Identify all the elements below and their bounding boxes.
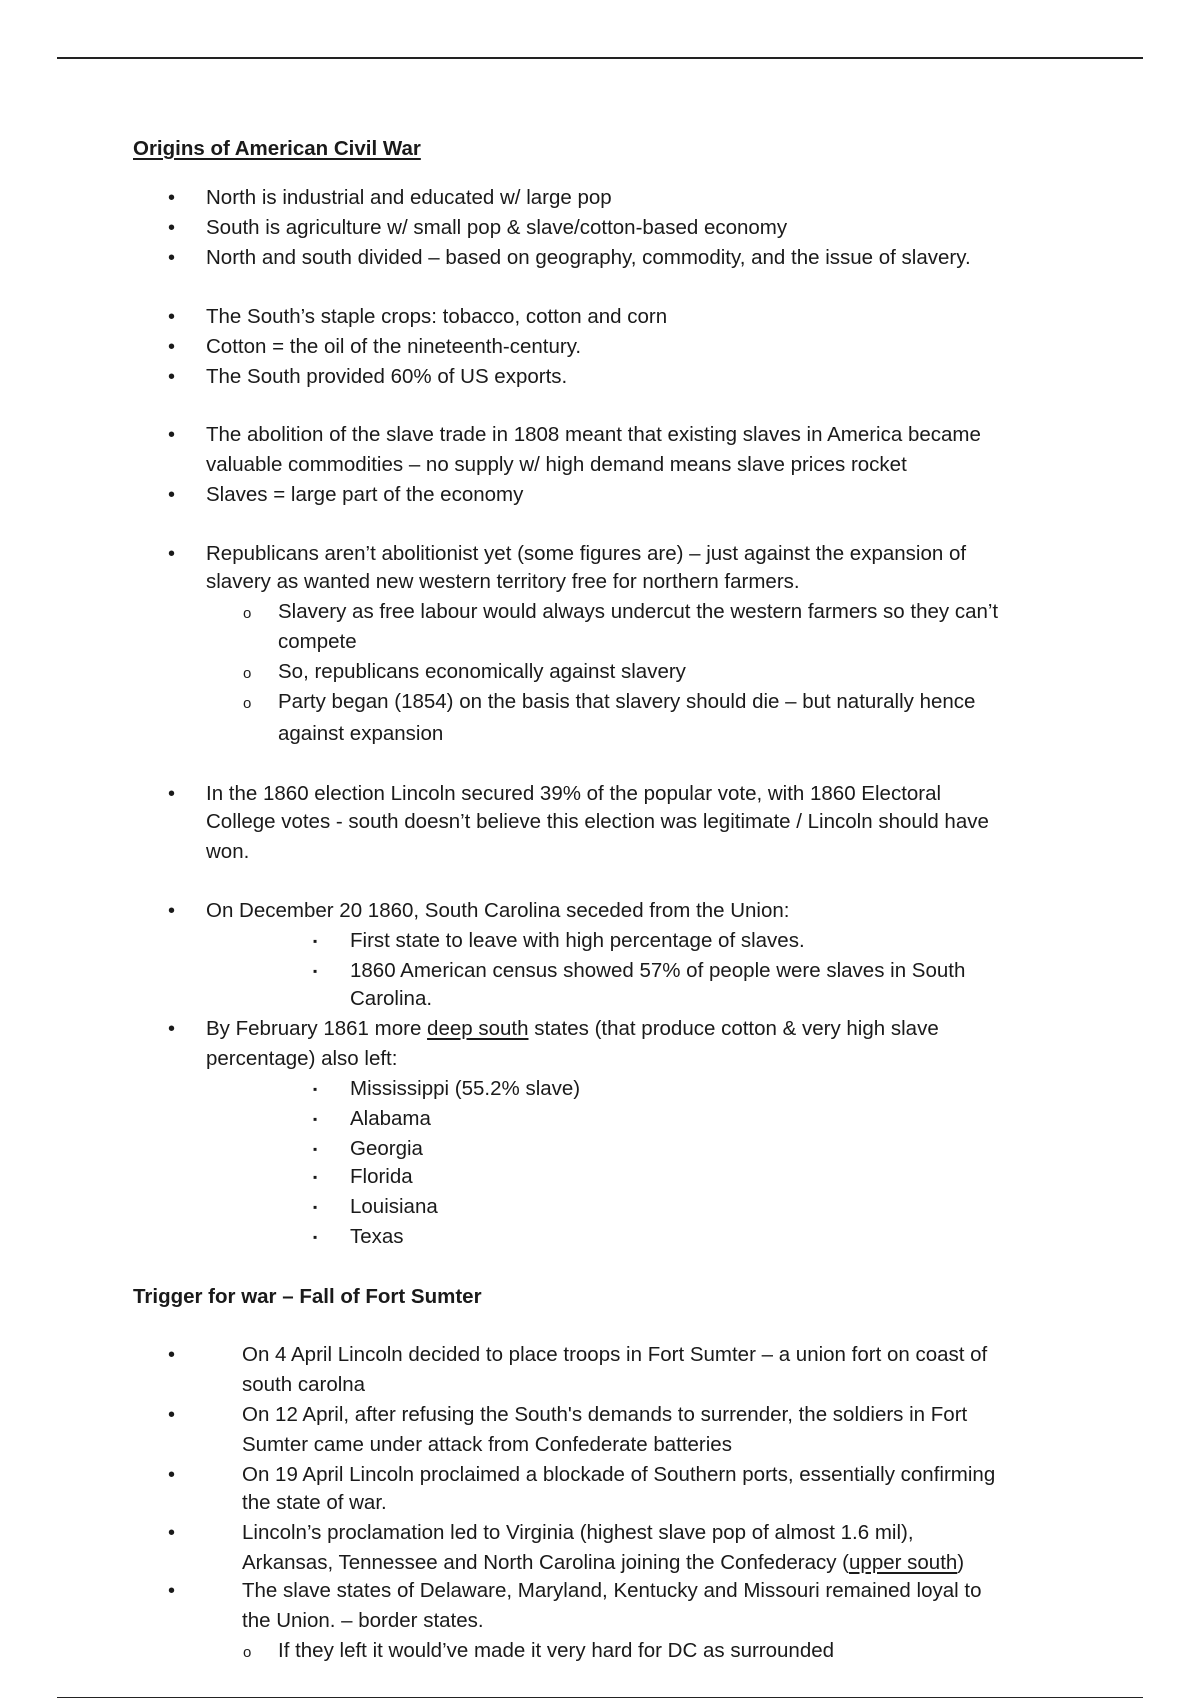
bullet-icon: • — [168, 1580, 176, 1602]
bullet-icon: • — [168, 424, 176, 446]
bullet-icon: • — [168, 1404, 176, 1426]
circle-bullet-icon: o — [243, 1644, 252, 1661]
sub-list-item: So, republicans economically against slavery — [278, 660, 686, 683]
sub-list-item-continued: against expansion — [278, 722, 444, 745]
section-title-origins: Origins of American Civil War — [133, 137, 421, 160]
bullet-icon: • — [168, 306, 176, 328]
list-item: Republicans aren’t abolitionist yet (some figures are) – just against the expansion of — [206, 542, 967, 565]
list-item: North and south divided – based on geography, commodity, and the issue of slavery. — [206, 246, 971, 269]
bullet-icon: • — [168, 1344, 176, 1366]
list-item: On 12 April, after refusing the South's demands to surrender, the soldiers in Fort — [242, 1403, 968, 1426]
bullet-icon: • — [168, 1464, 176, 1486]
square-bullet-icon: ▪ — [313, 1230, 318, 1244]
list-item-continued — [242, 1548, 964, 1578]
sub-list-item: Slavery as free labour would always undercut the western farmers so they can’t — [278, 600, 999, 623]
circle-bullet-icon: o — [243, 665, 252, 682]
state-item: Mississippi (55.2% slave) — [350, 1077, 581, 1100]
list-item: Cotton = the oil of the nineteenth-century. — [206, 335, 582, 358]
bullet-icon: • — [168, 900, 176, 922]
sub-list-item-continued: compete — [278, 630, 357, 653]
square-bullet-icon: ▪ — [313, 1170, 318, 1184]
list-item-continued: valuable commodities – no supply w/ high demand means slave prices rocket — [206, 453, 907, 476]
list-item-continued: percentage) also left: — [206, 1047, 398, 1070]
sub-list-item: Party began (1854) on the basis that slavery should die – but naturally hence — [278, 690, 976, 713]
square-bullet-icon: ▪ — [313, 934, 318, 948]
state-item: Florida — [350, 1165, 413, 1188]
list-item: On 19 April Lincoln proclaimed a blockade of Southern ports, essentially confirming — [242, 1463, 996, 1486]
circle-bullet-icon: o — [243, 695, 252, 712]
bullet-icon: • — [168, 247, 176, 269]
sub-list-item: If they left it would’ve made it very hard for DC as surrounded — [278, 1639, 835, 1662]
list-item: North is industrial and educated w/ large pop — [206, 186, 612, 209]
list-item-continued: south carolna — [242, 1373, 366, 1396]
bullet-icon: • — [168, 783, 176, 805]
bottom-rule — [57, 1697, 1143, 1698]
bullet-icon: • — [168, 366, 176, 388]
square-bullet-icon: ▪ — [313, 1142, 318, 1156]
list-item-text: Arkansas, Tennessee and North Carolina joining the Confederacy ( — [242, 1551, 850, 1574]
list-item-continued: Sumter came under attack from Confederate batteries — [242, 1433, 732, 1456]
bullet-icon: • — [168, 1522, 176, 1544]
list-item: On December 20 1860, South Carolina seceded from the Union: — [206, 899, 790, 922]
bullet-icon: • — [168, 484, 176, 506]
state-item: Alabama — [350, 1107, 431, 1130]
list-item-continued: the state of war. — [242, 1491, 387, 1514]
list-item: Slaves = large part of the economy — [206, 483, 524, 506]
bullet-icon: • — [168, 336, 176, 358]
bullet-icon: • — [168, 1018, 176, 1040]
list-item-continued: the Union. – border states. — [242, 1609, 484, 1632]
state-item: Louisiana — [350, 1195, 438, 1218]
list-item-continued: slavery as wanted new western territory free for northern farmers. — [206, 570, 800, 593]
list-item: The abolition of the slave trade in 1808 meant that existing slaves in America became — [206, 423, 981, 446]
list-item — [206, 1014, 939, 1044]
list-item: The South’s staple crops: tobacco, cotton and corn — [206, 305, 668, 328]
list-item-text: ) — [957, 1551, 965, 1574]
square-bullet-icon: ▪ — [313, 1112, 318, 1126]
state-item: Georgia — [350, 1137, 423, 1160]
list-item: In the 1860 election Lincoln secured 39% of the popular vote, with 1860 Electoral — [206, 782, 942, 805]
section-title-fort-sumter: Trigger for war – Fall of Fort Sumter — [133, 1285, 482, 1308]
list-item: Lincoln’s proclamation led to Virginia (highest slave pop of almost 1.6 mil), — [242, 1521, 914, 1544]
sub-list-item: First state to leave with high percentage of slaves. — [350, 929, 805, 952]
state-item: Texas — [350, 1225, 404, 1248]
bullet-icon: • — [168, 217, 176, 239]
list-item-text: states (that produce cotton & very high slave — [528, 1017, 939, 1040]
list-item-text: By February 1861 more — [206, 1017, 428, 1040]
circle-bullet-icon: o — [243, 605, 252, 622]
list-item: On 4 April Lincoln decided to place troops in Fort Sumter – a union fort on coast of — [242, 1343, 988, 1366]
list-item-continued: College votes - south doesn’t believe this election was legitimate / Lincoln should have — [206, 810, 989, 833]
upper-south-underlined: upper south — [849, 1551, 958, 1574]
bullet-icon: • — [168, 187, 176, 209]
list-item: South is agriculture w/ small pop & slave/cotton-based economy — [206, 216, 788, 239]
sub-list-item-continued: Carolina. — [350, 987, 433, 1010]
list-item: The South provided 60% of US exports. — [206, 365, 568, 388]
deep-south-underlined: deep south — [427, 1017, 529, 1040]
bullet-icon: • — [168, 543, 176, 565]
top-rule — [57, 57, 1143, 59]
sub-list-item: 1860 American census showed 57% of people were slaves in South — [350, 959, 966, 982]
list-item-continued: won. — [206, 840, 250, 863]
square-bullet-icon: ▪ — [313, 1200, 318, 1214]
list-item: The slave states of Delaware, Maryland, Kentucky and Missouri remained loyal to — [242, 1579, 982, 1602]
square-bullet-icon: ▪ — [313, 964, 318, 978]
square-bullet-icon: ▪ — [313, 1082, 318, 1096]
